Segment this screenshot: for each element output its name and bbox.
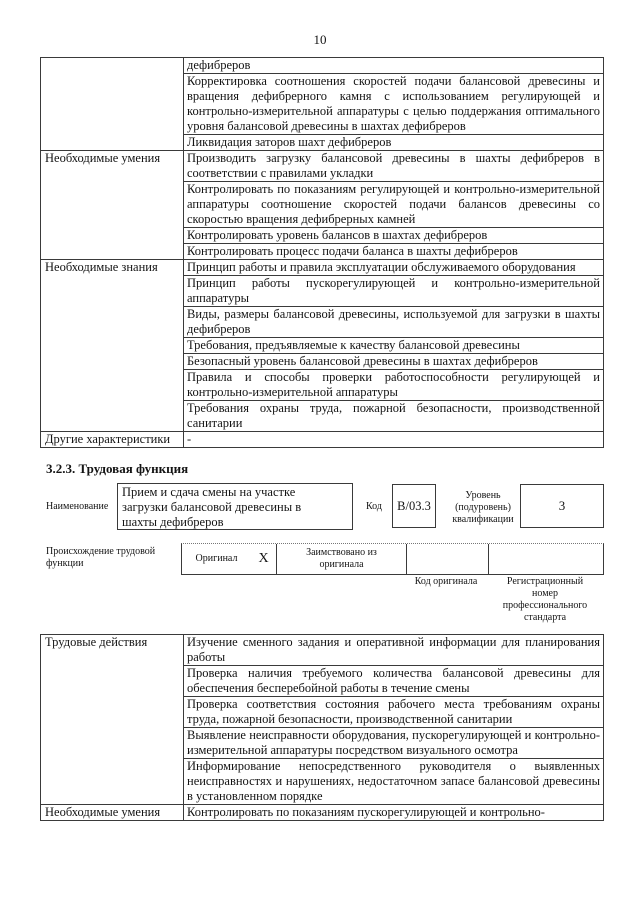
row-label: Необходимые знания	[41, 260, 184, 432]
row-item: Правила и способы проверки работоспособности регулирующей и контрольно-измерительной аппаратуры	[184, 370, 604, 401]
table-row	[41, 635, 604, 666]
row-item: Контролировать по показаниям пускорегулирующей и контрольно-	[184, 805, 604, 821]
row-item: Проверка наличия требуемого количества балансовой древесины для обеспечения бесперебойной работы в течение смены	[184, 666, 604, 697]
row-label: Другие характеристики	[41, 432, 184, 448]
characteristics-table-body	[41, 58, 604, 448]
row-item: Контролировать по показаниям регулирующей и контрольно-измерительной аппаратуры соотношение скоростей подачи балансов древесины со скоростью вращения дефибрерных камней	[184, 182, 604, 228]
table-row	[41, 151, 604, 182]
origin-reg-cell	[488, 544, 603, 574]
origin-reg-caption: Регистрационный номер профессионального стандарта	[502, 576, 588, 623]
row-label: Необходимые умения	[41, 151, 184, 260]
row-item: дефибреров	[184, 58, 604, 74]
table-row	[41, 432, 604, 448]
row-item: Требования охраны труда, пожарной безопасности, производственной санитарии	[184, 401, 604, 432]
row-label: Необходимые умения	[41, 805, 184, 821]
origin-borrowed-cell: Заимствовано из оригинала	[276, 544, 406, 574]
origin-row	[181, 543, 604, 575]
table-row	[41, 805, 604, 821]
row-item: -	[184, 432, 604, 448]
function-name-value: Прием и сдача смены на участке загрузки балансовой древесины в шахты дефибреров	[122, 485, 302, 529]
row-item: Виды, размеры балансовой древесины, используемой для загрузки в шахты дефибреров	[184, 307, 604, 338]
row-item: Выявление неисправности оборудования, пускорегулирующей и контрольно-измерительной аппаратуры посредством визуального осмотра	[184, 728, 604, 759]
row-item: Производить загрузку балансовой древесины в шахты дефибреров в соответствии с правилами укладки	[184, 151, 604, 182]
row-item: Контролировать процесс подачи баланса в шахты дефибреров	[184, 244, 604, 260]
origin-original-cell: Оригинал	[195, 553, 238, 564]
row-item: Изучение сменного задания и оперативной информации для планирования работы	[184, 635, 604, 666]
origin-label: Происхождение трудовой функции	[46, 546, 156, 569]
characteristics-table	[40, 57, 604, 448]
origin-code-caption: Код оригинала	[414, 576, 478, 587]
work-actions-table	[40, 634, 604, 821]
row-item: Требования, предъявляемые к качеству балансовой древесины	[184, 338, 604, 354]
row-item: Ликвидация заторов шахт дефибреров	[184, 135, 604, 151]
row-label	[41, 58, 184, 151]
row-item: Проверка соответствия состояния рабочего места требованиям охраны труда, пожарной безопасности, производственной санитарии	[184, 697, 604, 728]
row-item: Безопасный уровень балансовой древесины в шахтах дефибреров	[184, 354, 604, 370]
row-item: Принцип работы и правила эксплуатации обслуживаемого оборудования	[184, 260, 604, 276]
row-item: Информирование непосредственного руководителя о выявленных неисправностях и нарушениях, недостаточном запасе балансовой древесины в установленном порядке	[184, 759, 604, 805]
origin-code-cell	[406, 544, 488, 574]
work-actions-table-body	[41, 635, 604, 821]
section-heading: 3.2.3. Трудовая функция	[46, 461, 189, 476]
row-label: Трудовые действия	[41, 635, 184, 805]
code-label: Код	[366, 501, 382, 512]
page-number: 10	[313, 32, 327, 47]
row-item: Корректировка соотношения скоростей подачи балансовой древесины и вращения дефибрерного камня с использованием регулирующей и контрольно-измерительной аппаратуры с целью поддержания оптимального уровня балансовой древесины в шахтах дефибреров	[184, 74, 604, 135]
function-code-value: B/03.3	[392, 484, 436, 528]
table-row	[41, 260, 604, 276]
row-item: Принцип работы пускорегулирующей и контрольно-измерительной аппаратуры	[184, 276, 604, 307]
name-label: Наименование	[46, 501, 109, 512]
qualification-level-value: 3	[520, 484, 604, 528]
level-label: Уровень (подуровень) квалификации	[452, 490, 514, 525]
row-item: Контролировать уровень балансов в шахтах дефибреров	[184, 228, 604, 244]
origin-mark-cell: X	[258, 551, 269, 566]
table-row	[41, 58, 604, 74]
function-name-box	[117, 483, 353, 530]
